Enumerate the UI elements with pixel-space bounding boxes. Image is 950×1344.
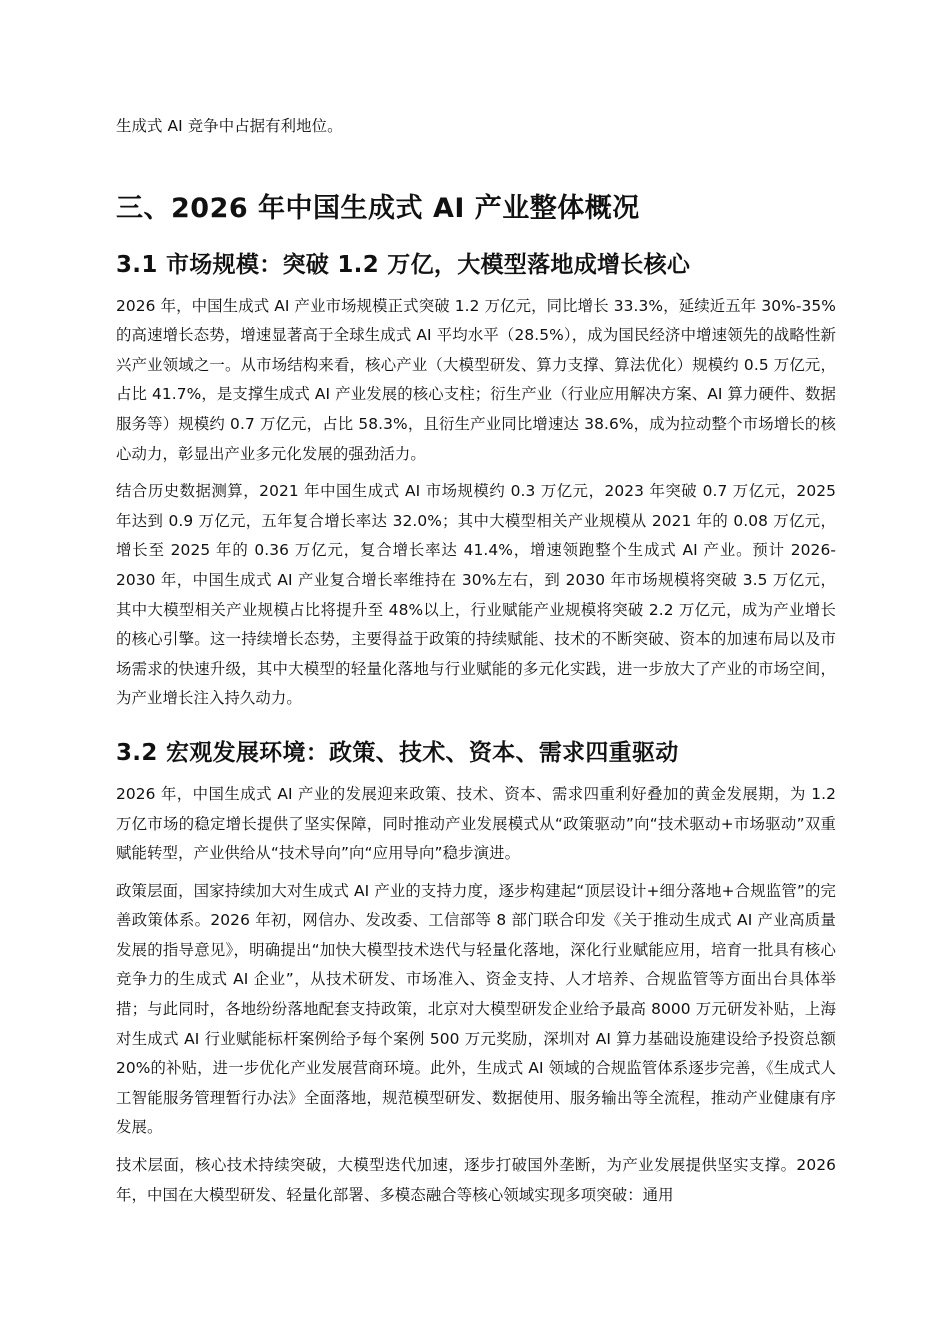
- paragraph-3-2-policy: 政策层面，国家持续加大对生成式 AI 产业的支持力度，逐步构建起“顶层设计+细分落地+合规监管”的完善政策体系。2026 年初，网信办、发改委、工信部等 8 部门联合印发《关于推动生成式 AI 产业高质量发展的指导意见》，明确提出“加快大模型技术迭代与轻量化落地，深化行业赋能应用，培育一批具有核心竞争力的生成式 AI 企业”，从技术研发、市场准入、资金支持、人才培养、合规监管等方面出台具体举措；与此同时，各地纷纷落地配套支持政策，北京对大模型研发企业给予最高 8000 万元研发补贴，上海对生成式 AI 行业赋能标杆案例给予每个案例 500 万元奖励，深圳对 AI 算力基础设施建设给予投资总额 20%的补贴，进一步优化产业发展营商环境。此外，生成式 AI 领域的合规监管体系逐步完善，《生成式人工智能服务管理暂行办法》全面落地，规范模型研发、数据使用、服务输出等全流程，推动产业健康有序发展。: [116, 881, 836, 1137]
- subsection-3-2-heading: 3.2 宏观发展环境：政策、技术、资本、需求四重驱动: [116, 739, 679, 766]
- paragraph-3-1-historical-data: 结合历史数据测算，2021 年中国生成式 AI 市场规模约 0.3 万亿元，2023 年突破 0.7 万亿元，2025 年达到 0.9 万亿元，五年复合增长率达 32.0%；其中大模型相关产业规模从 2021 年的 0.08 万亿元，增长至 2025 年的 0.36 万亿元，复合增长率达 41.4%，增速领跑整个生成式 AI 产业。预计 2026-2030 年，中国生成式 AI 产业复合增长率维持在 30%左右，到 2030 年市场规模将突破 3.5 万亿元，其中大模型相关产业规模占比将提升至 48%以上，行业赋能产业规模将突破 2.2 万亿元，成为产业增长的核心引擎。这一持续增长态势，主要得益于政策的持续赋能、技术的不断突破、资本的加速布局以及市场需求的快速升级，其中大模型的轻量化落地与行业赋能的多元化实践，进一步放大了产业的市场空间，为产业增长注入持久动力。: [116, 482, 836, 708]
- document-page: [116, 112, 836, 1210]
- paragraph-3-1-market-size: 2026 年，中国生成式 AI 产业市场规模正式突破 1.2 万亿元，同比增长 33.3%，延续近五年 30%-35%的高速增长态势，增速显著高于全球生成式 AI 平均水平（28.5%），成为国民经济中增速领先的战略性新兴产业领域之一。从市场结构来看，核心产业（大模型研发、算力支撑、算法优化）规模约 0.5 万亿元，占比 41.7%，是支撑生成式 AI 产业发展的核心支柱；衍生产业（行业应用解决方案、AI 算力硬件、数据服务等）规模约 0.7 万亿元，占比 58.3%，且衍生产业同比增速达 38.6%，成为拉动整个市场增长的核心动力，彰显出产业多元化发展的强劲活力。: [116, 296, 836, 463]
- section-3-heading: 三、2026 年中国生成式 AI 产业整体概况: [116, 192, 640, 224]
- paragraph-3-2-overview: 2026 年，中国生成式 AI 产业的发展迎来政策、技术、资本、需求四重利好叠加的黄金发展期，为 1.2 万亿市场的稳定增长提供了坚实保障，同时推动产业发展模式从“政策驱动”向“技术驱动+市场驱动”双重赋能转型，产业供给从“技术导向”向“应用导向”稳步演进。: [116, 784, 836, 863]
- subsection-3-1-heading: 3.1 市场规模：突破 1.2 万亿，大模型落地成增长核心: [116, 251, 691, 278]
- intro-paragraph-tail: 生成式 AI 竞争中占据有利地位。: [116, 117, 343, 135]
- paragraph-3-2-technology: 技术层面，核心技术持续突破，大模型迭代加速，逐步打破国外垄断，为产业发展提供坚实支撑。2026 年，中国在大模型研发、轻量化部署、多模态融合等核心领域实现多项突破：通用: [116, 1156, 836, 1204]
